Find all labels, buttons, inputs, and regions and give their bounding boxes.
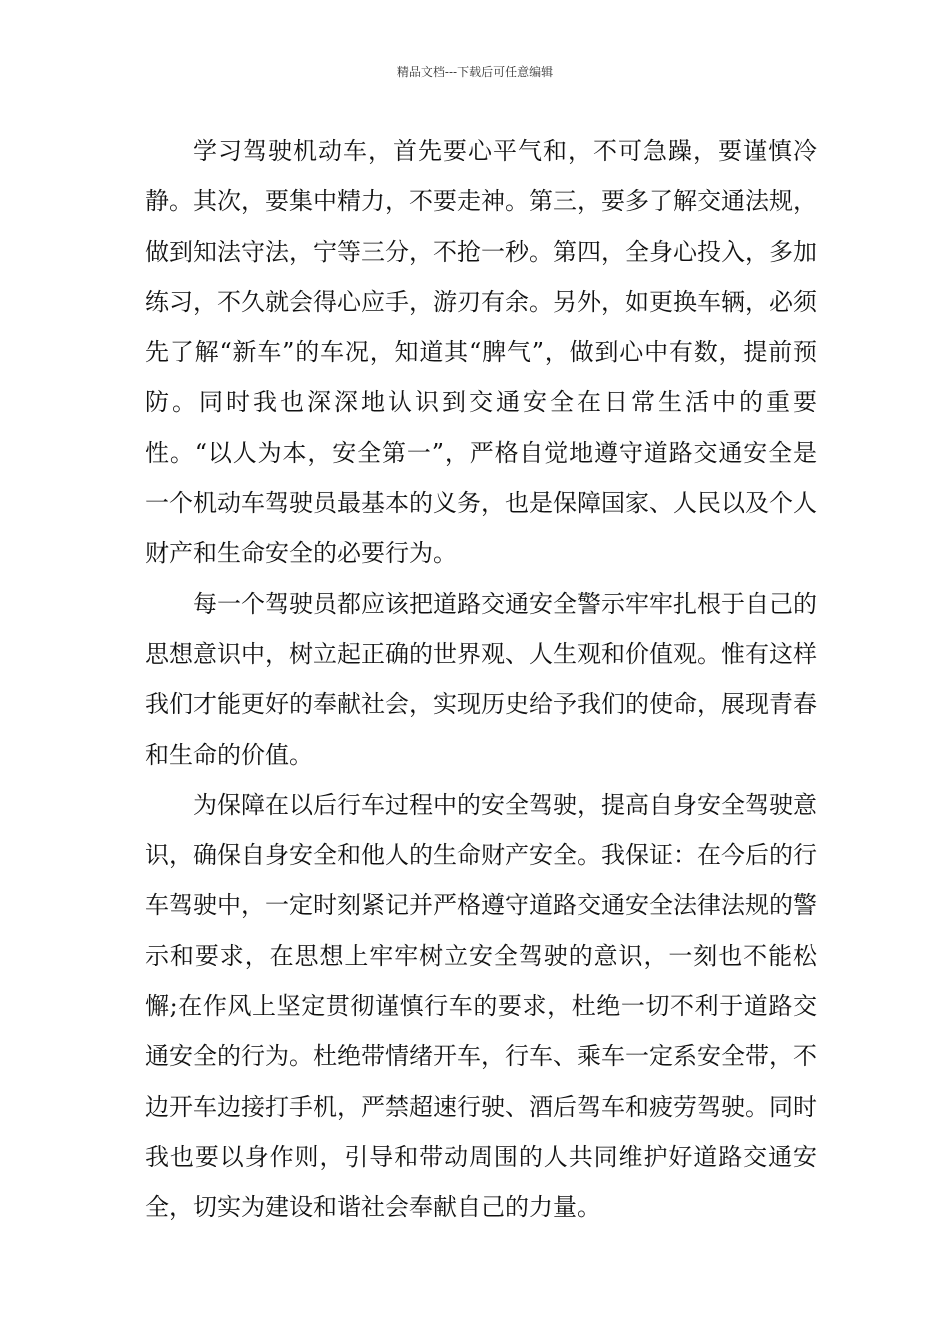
page-header: 精品文档---下载后可任意编辑 bbox=[396, 65, 554, 79]
document-body bbox=[145, 126, 817, 1233]
paragraph-1: 学习驾驶机动车，首先要心平气和，不可急躁，要谨慎冷静。其次，要集中精力，不要走神。第三，要多了解交通法规，做到知法守法，宁等三分，不抢一秒。第四，全身心投入，多加练习，不久就会得心应手，游刃有余。另外，如更换车辆，必须先了解“新车”的车况，知道其“脾气”，做到心中有数，提前预防。同时我也深深地认识到交通安全在日常生活中的重要性。“以人为本，安全第一”，严格自觉地遵守道路交通安全是一个机动车驾驶员最基本的义务，也是保障国家、人民以及个人财产和生命安全的必要行为。 bbox=[145, 137, 817, 568]
paragraph-3: 为保障在以后行车过程中的安全驾驶，提高自身安全驾驶意识，确保自身安全和他人的生命财产安全。我保证：在今后的行车驾驶中，一定时刻紧记并严格遵守道路交通安全法律法规的警示和要求，在思想上牢牢树立安全驾驶的意识，一刻也不能松懈;在作风上坚定贯彻谨慎行车的要求，杜绝一切不利于道路交通安全的行为。杜绝带情绪开车，行车、乘车一定系安全带，不边开车边接打手机，严禁超速行驶、酒后驾车和疲劳驾驶。同时我也要以身作则，引导和带动周围的人共同维护好道路交通安全，切实为建设和谐社会奉献自己的力量。 bbox=[145, 790, 817, 1222]
paragraph-2: 每一个驾驶员都应该把道路交通安全警示牢牢扎根于自己的思想意识中，树立起正确的世界观、人生观和价值观。惟有这样我们才能更好的奉献社会，实现历史给予我们的使命，展现青春和生命的价值。 bbox=[145, 589, 817, 769]
